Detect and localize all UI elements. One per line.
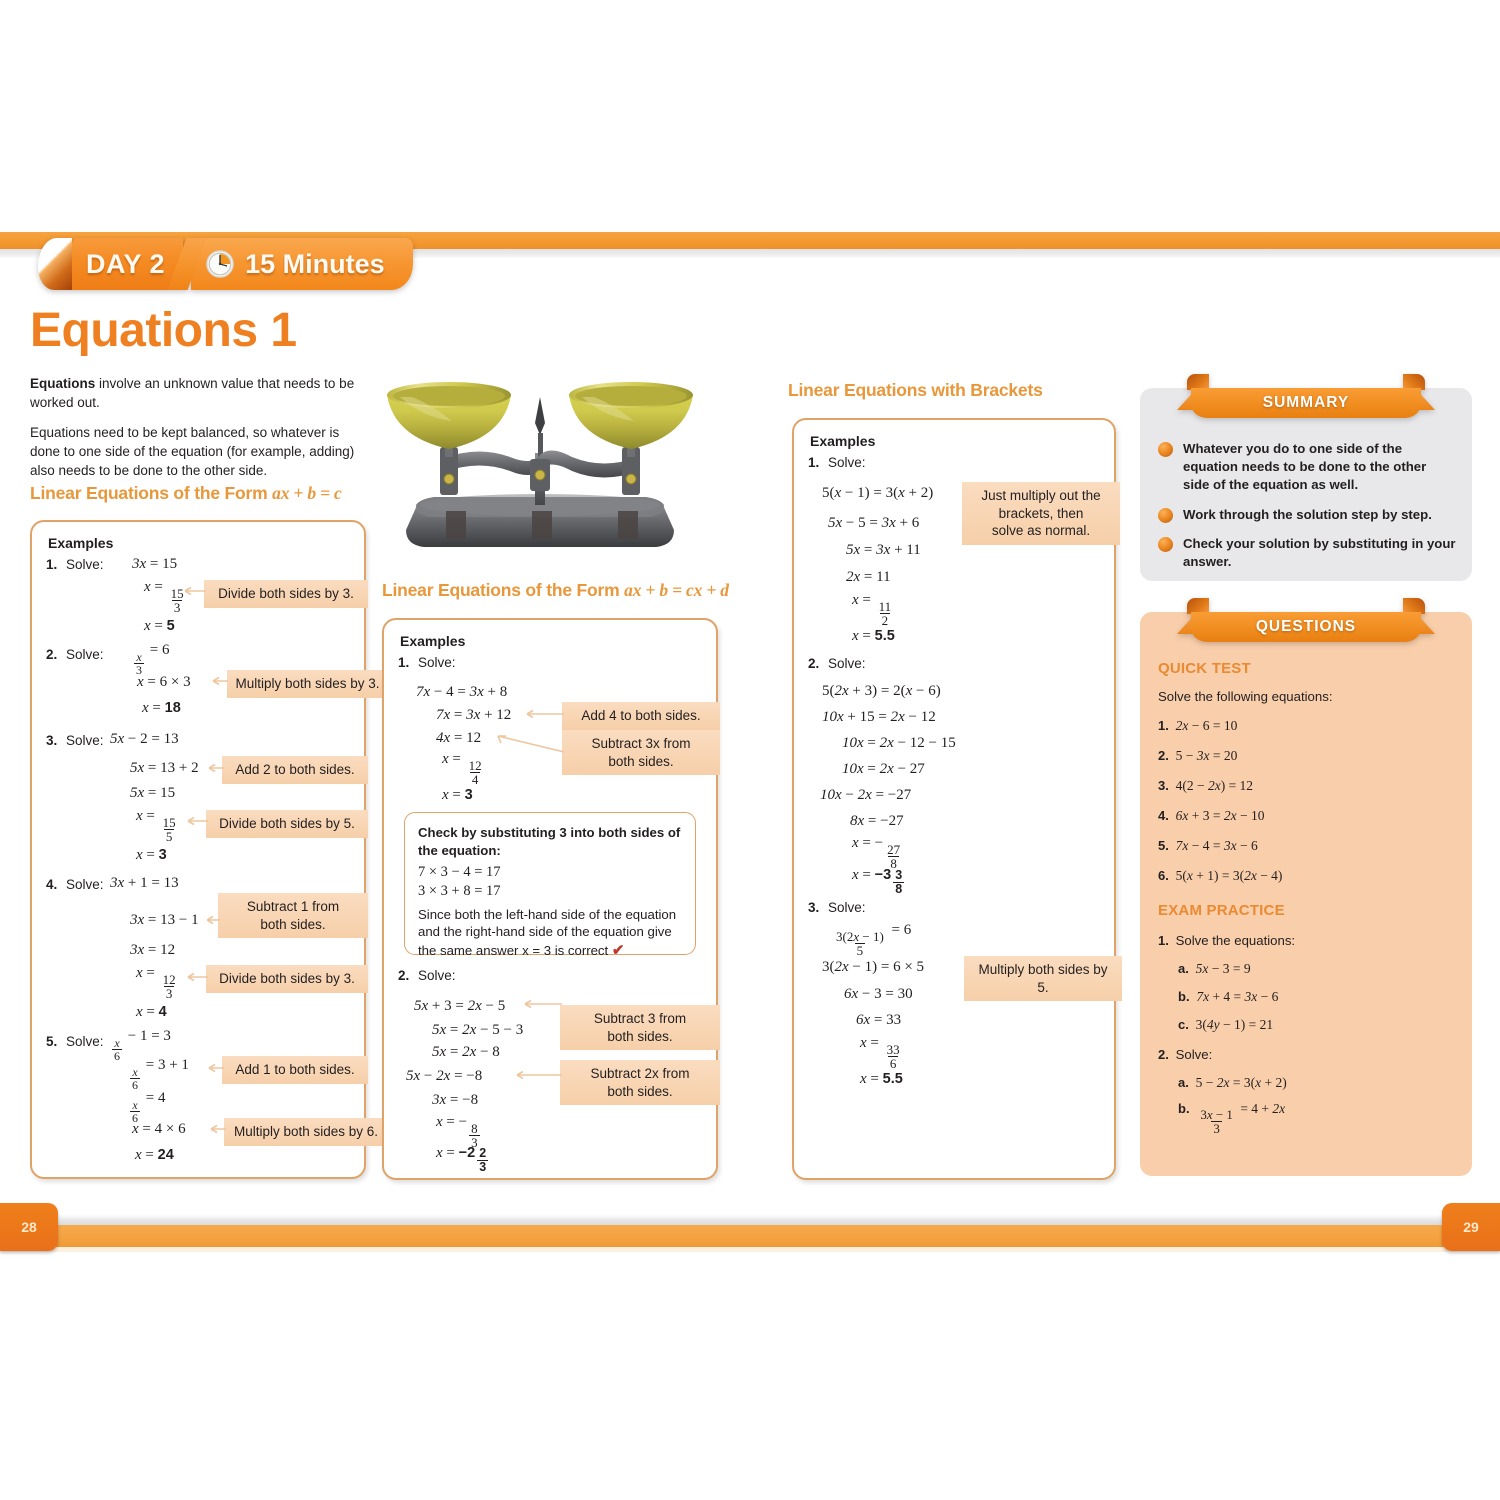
callout-line2: brackets, then	[998, 505, 1084, 521]
callout-divide-by-3b: Divide both sides by 3.	[206, 965, 368, 993]
check-line-2: 3 × 3 + 8 = 17	[418, 883, 501, 900]
equation-line: $\frac{x}{6}$ = 3 + 1	[132, 1057, 189, 1092]
example-number: 3.	[808, 900, 820, 915]
equation-line: 5x − 5 = 3x + 6	[828, 515, 920, 531]
callout-arrow	[488, 732, 564, 754]
equation-line: 5x = 2x − 8	[432, 1044, 500, 1060]
equation-line: 5x + 3 = 2x − 5	[414, 998, 506, 1014]
section2-examples-box	[382, 618, 718, 1180]
exam-sub-item: a. 5x − 3 = 9	[1178, 961, 1251, 976]
equation-line: 3x = −8	[432, 1092, 479, 1108]
equation-line: 2x = 11	[846, 569, 891, 585]
solve-label: Solve:	[66, 1034, 104, 1049]
callout-multiply-brackets	[962, 482, 1120, 545]
bottom-rail-edge	[0, 1247, 1500, 1252]
section2-heading	[382, 580, 729, 601]
callout-line2: both sides.	[607, 1028, 673, 1044]
section1-heading-plain: Linear Equations of the Form	[30, 483, 273, 503]
examples-label-2: Examples	[400, 633, 466, 649]
callout-arrow	[182, 972, 208, 982]
callout-divide-by-5: Divide both sides by 5.	[206, 810, 368, 838]
quick-test-heading: QUICK TEST	[1158, 660, 1251, 677]
equation-line: 3x = 13 − 1	[130, 912, 199, 928]
equation-line: $\frac{x}{6}$ = 4	[132, 1090, 166, 1125]
callout-line1: Subtract 2x from	[590, 1066, 690, 1081]
callout-arrow	[206, 1124, 226, 1134]
solve-label: Solve:	[66, 557, 104, 572]
callout-arrow	[520, 999, 562, 1009]
solve-label: Solve:	[66, 733, 104, 748]
equation-line: 5(x − 1) = 3(x + 2)	[822, 485, 934, 501]
equation-line: 6x = 33	[856, 1012, 902, 1028]
clock-icon	[205, 249, 235, 279]
section3-heading: Linear Equations with Brackets	[788, 380, 1043, 400]
tick-icon: ✔	[611, 941, 625, 959]
section2-heading-math: ax + b = cx + d	[624, 580, 729, 600]
callout-multiply-by-5: Multiply both sides by 5.	[964, 956, 1122, 1001]
quick-test-intro: Solve the following equations:	[1158, 689, 1333, 704]
equation-line: 3(2x − 1) = 6 × 5	[822, 959, 925, 975]
intro-p1-rest: involve an unknown value that needs to be worked out.	[30, 376, 355, 411]
intro-bold-term: Equations	[30, 376, 96, 391]
exam-question: 2. Solve:	[1158, 1047, 1213, 1062]
solve-label: Solve:	[828, 455, 866, 470]
solve-label: Solve:	[66, 877, 104, 892]
callout-subtract-2x	[560, 1060, 720, 1105]
example-number: 1.	[46, 557, 58, 572]
quick-test-item: 3. 4(2 − 2x) = 12	[1158, 778, 1254, 793]
equation-line: x = 4	[136, 1004, 167, 1020]
day-label: DAY 2	[72, 238, 183, 290]
callout-arrow	[522, 709, 564, 719]
callout-line2: both sides.	[260, 916, 326, 932]
callout-line2: both sides.	[608, 753, 674, 769]
banner-curl-decoration	[38, 238, 72, 290]
callout-multiply-by-6: Multiply both sides by 6.	[224, 1118, 388, 1146]
equation-line: 10x = 2x − 12 − 15	[842, 735, 956, 751]
equation-line: 5(2x + 3) = 2(x − 6)	[822, 683, 941, 699]
balance-scales-image	[382, 375, 698, 560]
equation-line: x = 18	[142, 700, 181, 716]
equation-line: x = 3	[136, 847, 167, 863]
example-number: 5.	[46, 1034, 58, 1049]
equation-line: 5x − 2x = −8	[406, 1068, 483, 1084]
check-substitution-box	[404, 812, 696, 959]
equation-line: $\frac{3(2x - 1)}{5}$ = 6	[836, 922, 912, 958]
exam-sub-item: c. 3(4y − 1) = 21	[1178, 1017, 1274, 1032]
summary-list	[1158, 440, 1456, 582]
page-number-left: 28	[0, 1203, 58, 1251]
example-number: 2.	[46, 647, 58, 662]
equation-line: x = $\frac{33}{6}$	[860, 1035, 900, 1071]
equation-line: 5x = 13 + 2	[130, 760, 199, 776]
summary-tab-label: SUMMARY	[1191, 388, 1421, 418]
summary-panel	[1140, 388, 1472, 581]
equation-line: x = $\frac{12}{3}$	[136, 965, 176, 1001]
intro-paragraph-1	[30, 374, 366, 412]
exam-question: 1. Solve the equations:	[1158, 933, 1296, 948]
intro-paragraph-2: Equations need to be kept balanced, so whatever is done to one side of the equation (for example, adding) also needs to be done to the other side.	[30, 425, 355, 479]
equation-line: 10x − 2x = −27	[820, 787, 912, 803]
callout-subtract-1	[218, 893, 368, 938]
equation-line: x = − $\frac{27}{8}$	[852, 835, 901, 871]
bullet-icon	[1158, 508, 1173, 523]
exam-sub-item: a. 5 − 2x = 3(x + 2)	[1178, 1075, 1287, 1090]
equation-line: x = 3	[442, 787, 473, 803]
section1-examples-box	[30, 520, 380, 1179]
solve-label: Solve:	[828, 656, 866, 671]
callout-line1: Subtract 3x from	[591, 736, 691, 751]
check-title-line2: the equation:	[418, 842, 501, 858]
quick-test-item: 1. 2x − 6 = 10	[1158, 718, 1238, 733]
quick-test-item: 6. 5(x + 1) = 3(2x − 4)	[1158, 868, 1283, 883]
examples-label-3: Examples	[810, 433, 876, 449]
example-number: 2.	[808, 656, 820, 671]
callout-arrow	[182, 816, 208, 826]
equation-line: x = $\frac{15}{5}$	[136, 808, 176, 844]
quick-test-item: 5. 7x − 4 = 3x − 6	[1158, 838, 1258, 853]
example-number: 2.	[398, 968, 410, 983]
equation-line: 3x + 1 = 13	[110, 875, 179, 891]
equation-line: x = 5.5	[852, 628, 895, 644]
questions-tab-label: QUESTIONS	[1191, 612, 1421, 642]
section1-heading-math: ax + b = c	[272, 483, 342, 503]
equation-line: 3x = 12	[130, 942, 176, 958]
check-body-text: Since both the left-hand side of the equation and the right-hand side of the equation give the same answer x = 3 is correct	[418, 906, 677, 958]
callout-line1: Just multiply out the	[981, 488, 1101, 503]
bottom-orange-rail	[0, 1225, 1500, 1247]
example-number: 3.	[46, 733, 58, 748]
exam-sub-item: b. 7x + 4 = 3x − 6	[1178, 989, 1279, 1004]
equation-line: 3x = 15	[132, 556, 178, 572]
equation-line: 8x = −27	[850, 813, 904, 829]
example-number: 1.	[808, 455, 820, 470]
equation-line: 5x = 3x + 11	[846, 542, 921, 558]
solve-label: Solve:	[418, 968, 456, 983]
questions-content	[1158, 660, 1458, 1135]
callout-line3: solve as normal.	[991, 523, 1091, 539]
exam-sub-item: b. $\frac{3x - 1}{3}$ = 4 + 2x	[1178, 1101, 1286, 1137]
callout-divide-by-3: Divide both sides by 3.	[204, 580, 368, 608]
equation-line: x = − $\frac{8}{3}$	[436, 1114, 478, 1150]
callout-multiply-by-3: Multiply both sides by 3.	[227, 670, 388, 698]
equation-line: 5x = 2x − 5 − 3	[432, 1022, 524, 1038]
quick-test-item: 2. 5 − 3x = 20	[1158, 748, 1238, 763]
equation-line: 4x = 12	[436, 730, 482, 746]
equation-line: 10x + 15 = 2x − 12	[822, 709, 936, 725]
questions-tab	[1177, 598, 1435, 640]
equation-line: x = $\frac{15}{3}$	[144, 579, 184, 615]
page-title: Equations 1	[30, 304, 297, 357]
minutes-label: 15 Minutes	[245, 248, 385, 279]
callout-arrow	[178, 586, 206, 596]
section3-examples-box	[792, 418, 1116, 1180]
equation-line: 5x = 15	[130, 785, 176, 801]
equation-line: $\frac{x}{3}$ = 6	[136, 642, 170, 677]
callout-subtract-3x	[562, 730, 720, 775]
callout-arrow	[204, 763, 224, 773]
bullet-icon	[1158, 537, 1173, 552]
solve-label: Solve:	[66, 647, 104, 662]
bottom-grey-rail	[0, 1215, 1500, 1225]
summary-point: Work through the solution step by step.	[1158, 506, 1456, 524]
equation-line: 5x − 2 = 13	[110, 731, 179, 747]
equation-line: 6x − 3 = 30	[844, 986, 913, 1002]
section1-heading	[30, 483, 342, 504]
equation-line: x = 24	[135, 1147, 174, 1163]
solve-label: Solve:	[828, 900, 866, 915]
equation-line: x = 4 × 6	[132, 1121, 186, 1137]
check-line-1: 7 × 3 − 4 = 17	[418, 864, 501, 881]
example-number: 4.	[46, 877, 58, 892]
quick-test-item: 4. 6x + 3 = 2x − 10	[1158, 808, 1265, 823]
questions-panel	[1140, 612, 1472, 1176]
equation-line: x = $\frac{11}{2}$	[852, 592, 892, 628]
callout-arrow	[512, 1070, 562, 1080]
callout-line2: both sides.	[607, 1083, 673, 1099]
equation-line: x = −2 $\frac{2}{3}$	[436, 1145, 487, 1174]
equation-line: 7x = 3x + 12	[436, 707, 512, 723]
equation-line: x = −3 $\frac{3}{8}$	[852, 867, 903, 896]
summary-point: Check your solution by substituting in your answer.	[1158, 535, 1456, 571]
example-number: 1.	[398, 655, 410, 670]
day-banner	[38, 238, 413, 290]
equation-line: 7x − 4 = 3x + 8	[416, 684, 508, 700]
summary-tab	[1177, 374, 1435, 416]
callout-add-2: Add 2 to both sides.	[222, 756, 368, 784]
equation-line: 10x = 2x − 27	[842, 761, 925, 777]
callout-arrow	[208, 676, 228, 686]
equation-line: $\frac{x}{6}$ − 1 = 3	[114, 1028, 171, 1063]
equation-line: x = $\frac{12}{4}$	[442, 751, 482, 787]
callout-line1: Subtract 3 from	[593, 1011, 687, 1026]
exam-practice-heading: EXAM PRACTICE	[1158, 902, 1285, 919]
summary-point: Whatever you do to one side of the equation needs to be done to the other side of the equation as well.	[1158, 440, 1456, 495]
equation-line: x = 5	[144, 618, 175, 634]
bullet-icon	[1158, 442, 1173, 457]
equation-line: x = 5.5	[860, 1071, 903, 1087]
callout-subtract-3	[560, 1005, 720, 1050]
callout-line1: Subtract 1 from	[246, 899, 340, 914]
check-title-line1: Check by substituting 3 into both sides of	[418, 825, 681, 840]
solve-label: Solve:	[418, 655, 456, 670]
examples-label-1: Examples	[48, 535, 114, 551]
minutes-block	[191, 238, 413, 290]
equation-line: x = 6 × 3	[137, 674, 191, 690]
callout-arrow	[204, 1063, 224, 1073]
page-number-right: 29	[1442, 1203, 1500, 1251]
callout-add-1: Add 1 to both sides.	[222, 1056, 368, 1084]
callout-add-4: Add 4 to both sides.	[562, 702, 720, 730]
check-body	[418, 906, 682, 961]
section2-heading-plain: Linear Equations of the Form	[382, 580, 625, 600]
callout-arrow	[204, 915, 220, 925]
